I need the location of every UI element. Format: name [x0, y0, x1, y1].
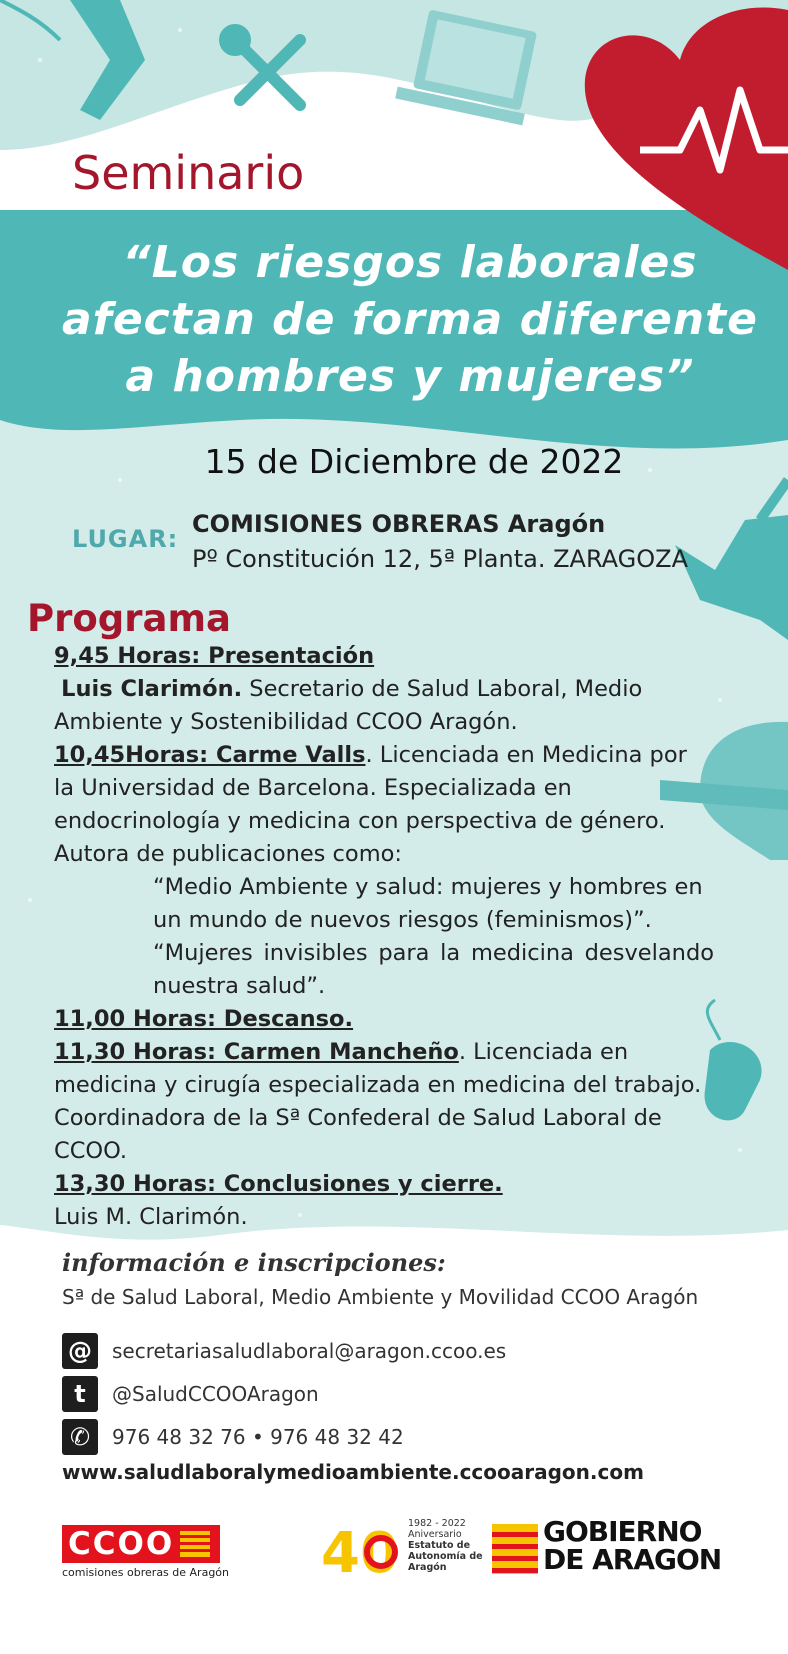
headline-line-2: afectan de forma diferente [61, 294, 758, 345]
program-item [54, 1003, 714, 1036]
session-time: 13,30 Horas: Conclusiones y cierre. [54, 1171, 503, 1197]
speaker-description: . Licenciada en Medicina por la Universidad de Barcelona. Especializada en endocrinología y medicina con perspectiva de género. Autora de publicaciones como: [54, 742, 687, 867]
publication-item: “Mujeres invisibles para la medicina desvelando nuestra salud”. [153, 940, 714, 999]
gobierno-line: DE ARAGON [543, 1543, 722, 1576]
info-subtitle: Sª de Salud Laboral, Medio Ambiente y Movilidad CCOO Aragón [62, 1285, 699, 1309]
venue-address: Pº Constitución 12, 5ª Planta. ZARAGOZA [192, 545, 688, 573]
program-title: Programa [27, 597, 232, 640]
phone-numbers: 976 48 32 76 • 976 48 32 42 [112, 1425, 404, 1449]
twitter-icon: t [62, 1376, 98, 1412]
anniversary-number: 40 [321, 1522, 399, 1578]
program-item [54, 1168, 714, 1201]
anniversary-caption [408, 1518, 483, 1573]
ccoo-logo [62, 1525, 220, 1563]
email-address[interactable]: secretariasaludlaboral@aragon.ccoo.es [112, 1339, 507, 1363]
venue-name: COMISIONES OBRERAS Aragón [192, 510, 606, 538]
session-time: 11,30 Horas: Carmen Mancheño [54, 1039, 459, 1065]
session-time: 11,00 Horas: Descanso. [54, 1006, 354, 1032]
contact-twitter[interactable] [62, 1376, 319, 1412]
program-item [54, 640, 714, 673]
gobierno-aragon-logo [543, 1515, 722, 1576]
program-item: Luis M. Clarimón. [54, 1204, 248, 1230]
ccoo-logo-text: CCOO [68, 1526, 175, 1562]
program-item [54, 739, 714, 871]
event-date: 15 de Diciembre de 2022 [204, 442, 624, 481]
session-time: 9,45 Horas: Presentación [54, 643, 375, 669]
anniversary-line: Autonomía de [408, 1551, 483, 1562]
anniversary-line: Estatuto de [408, 1540, 471, 1551]
program-list [54, 640, 714, 1234]
seminar-label: Seminario [72, 146, 305, 200]
program-item [54, 1036, 714, 1168]
phone-icon: ✆ [62, 1419, 98, 1455]
website-link[interactable]: www.saludlaboralymedioambiente.ccooaragon.com [62, 1460, 644, 1484]
contact-phone [62, 1419, 404, 1455]
email-icon: @ [62, 1333, 98, 1369]
aragon-flag-icon [180, 1531, 210, 1557]
headline-line-1: “Los riesgos laborales [122, 237, 698, 288]
speaker-description: Secretario de Salud Laboral, Medio Ambiente y Sostenibilidad CCOO Aragón. [54, 676, 643, 735]
publication-item: “Medio Ambiente y salud: mujeres y hombres en un mundo de nuevos riesgos (feminismos)”. [153, 874, 703, 933]
seminar-headline [40, 234, 780, 405]
session-time: 10,45Horas: Carme Valls [54, 742, 366, 768]
speaker-description: . Licenciada en medicina y cirugía especializada en medicina del trabajo. Coordinadora de la Sª Confederal de Salud Laboral de CCOO. [54, 1039, 702, 1164]
gobierno-line: GOBIERNO [543, 1515, 702, 1548]
program-item [54, 673, 714, 739]
anniversary-line: Aragón [408, 1562, 447, 1573]
speaker-name: Luis Clarimón. [61, 676, 243, 702]
gobierno-aragon-flag-icon [492, 1524, 538, 1574]
info-title: información e inscripciones: [62, 1248, 446, 1277]
twitter-handle[interactable]: @SaludCCOOAragon [112, 1382, 319, 1406]
venue-label: LUGAR: [72, 525, 179, 553]
contact-email[interactable] [62, 1333, 506, 1369]
anniversary-40-logo [321, 1522, 399, 1578]
anniversary-line: 1982 - 2022 [408, 1518, 466, 1529]
anniversary-line: Aniversario [408, 1529, 462, 1540]
ccoo-subtitle: comisiones obreras de Aragón [62, 1566, 230, 1579]
headline-line-3: a hombres y mujeres” [125, 351, 695, 402]
